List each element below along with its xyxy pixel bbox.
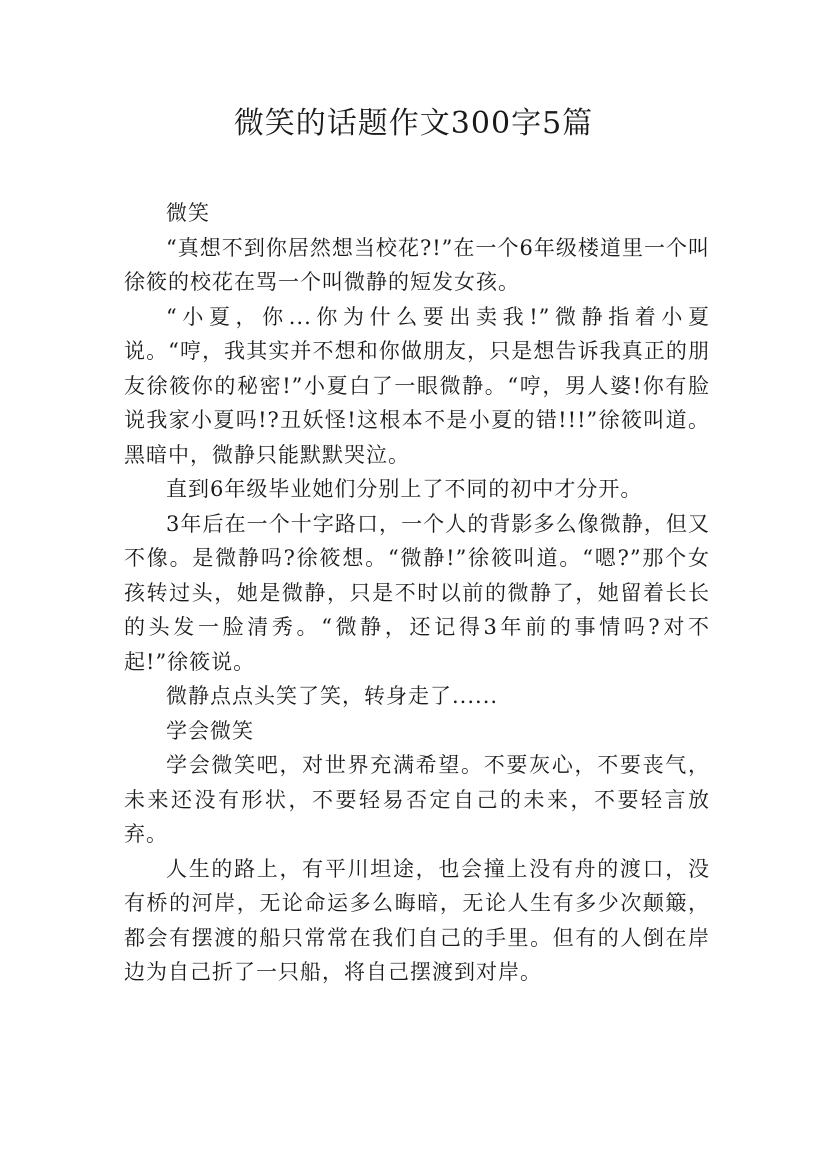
paragraph: 学会微笑吧，对世界充满希望。不要灰心，不要丧气，未来还没有形状，不要轻易否定自己的未来，不要轻言放弃。: [124, 753, 710, 846]
paragraph: 微静点点头笑了笑，转身走了......: [166, 684, 499, 708]
document-body: [124, 196, 710, 990]
paragraph: “小夏，你...你为什么要出卖我!”微静指着小夏说。“哼，我其实并不想和你做朋友，只是想告诉我真正的朋友徐筱你的秘密!”小夏白了一眼微静。“哼，男人婆!你有脸说我家小夏吗!?丑妖怪!这根本不是小夏的错!!!”徐筱叫道。黑暗中，微静只能默默哭泣。: [124, 304, 710, 467]
paragraph: “真想不到你居然想当校花?!”在一个6年级楼道里一个叫徐筱的校花在骂一个叫微静的短发女孩。: [124, 235, 710, 294]
paragraph: 直到6年级毕业她们分别上了不同的初中才分开。: [166, 477, 643, 501]
section-heading-learn-to-smile: 学会微笑: [166, 718, 254, 743]
section-heading-smile: 微笑: [166, 201, 210, 225]
paragraph: 人生的路上，有平川坦途，也会撞上没有舟的渡口，没有桥的河岸，无论命运多么晦暗，无论人生有多少次颠簸，都会有摆渡的船只常常在我们自己的手里。但有的人倒在岸边为自己折了一只船，将自己摆渡到对岸。: [124, 856, 710, 984]
document-title: 微笑的话题作文300字5篇: [233, 106, 594, 141]
paragraph: 3年后在一个十字路口，一个人的背影多么像微静，但又不像。是微静吗?徐筱想。“微静!”徐筱叫道。“嗯?”那个女孩转过头，她是微静，只是不时以前的微静了，她留着长长的头发一脸清秀。“微静，还记得3年前的事情吗?对不起!”徐筱说。: [124, 511, 710, 674]
